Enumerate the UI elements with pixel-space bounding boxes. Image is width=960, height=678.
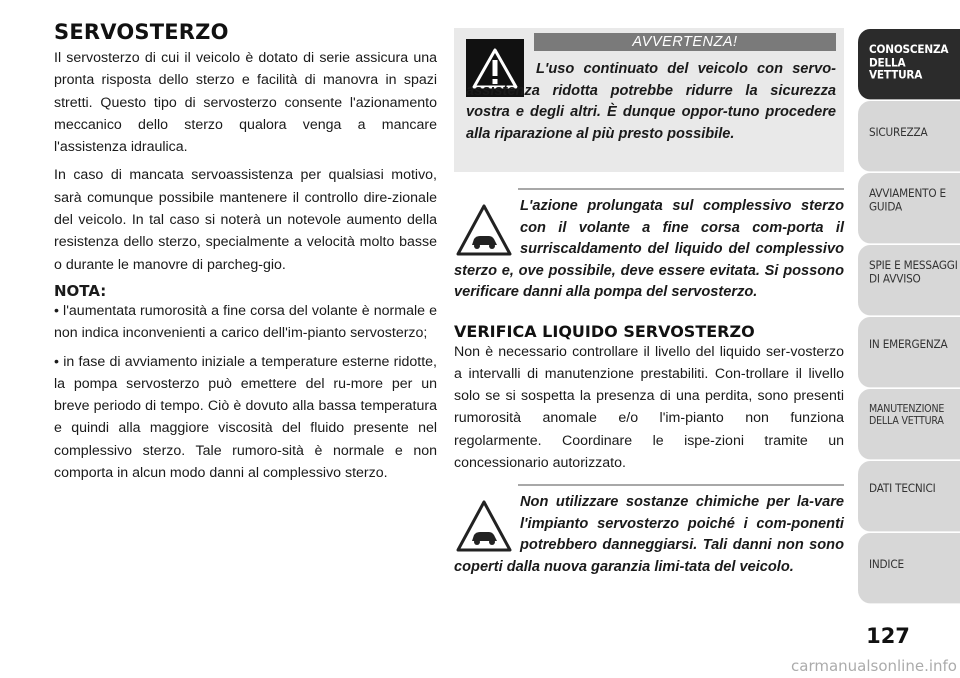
tab-in-emergenza[interactable]: IN EMERGENZA bbox=[858, 317, 960, 387]
fluid-check-section bbox=[454, 322, 844, 475]
nota-bullet-2: • in fase di avviamento iniziale a temperature esterne ridotte, la pompa servosterzo può emettere del ru-more per un breve periodo di tempo. Ciò è dovuto alla bassa temperatura e quindi alla maggiore viscosità del fluido presente nel complessivo sterzo. Tale rumoro-sità è normale e non comporta in alcun modo danni al complessivo sterzo. bbox=[54, 353, 437, 482]
note-chemicals bbox=[454, 484, 844, 578]
nota-bullet-1: • l'aumentata rumorosità a fine corsa del volante è normale e non indica inconvenienti a carico dell'im-pianto servosterzo; bbox=[54, 302, 437, 342]
car-caution-icon bbox=[456, 498, 512, 554]
watermark: carmanualsonline.info bbox=[791, 657, 957, 675]
paragraph-no-assist: In caso di mancata servoassistenza per qualsiasi motivo, sarà comunque possibile mantenere il controllo dire-zionale del veicolo. In tal caso si noterà un notevole aumento della resistenza dello sterzo, specialmente a velocità molto basse o durante le manovre di parcheg-gio. bbox=[54, 167, 437, 273]
left-column bbox=[54, 20, 437, 490]
section-title: SERVOSTERZO bbox=[54, 20, 229, 44]
nota-label: NOTA: bbox=[54, 281, 107, 300]
warning-text: L'uso continuato del veicolo con servo-assistenza ridotta potrebbe ridurre la sicurezza vostra e degli altri. È dunque oppor-tuno procedere alla riparazione al più presto possibile. bbox=[466, 61, 836, 142]
right-column bbox=[454, 28, 844, 578]
divider bbox=[518, 484, 844, 486]
chapter-sidebar bbox=[858, 29, 960, 605]
warning-box bbox=[454, 28, 844, 172]
page-number: 127 bbox=[866, 624, 910, 648]
note-text-1: L'azione prolungata sul complessivo sterzo con il volante a fine corsa com-porta il surriscaldamento del liquido del complessivo sterzo e, ove possibile, deve essere evitata. Si possono verificare danni alla pompa del servosterzo. bbox=[454, 198, 844, 300]
fluid-check-text: Non è necessario controllare il livello del liquido ser-vosterzo a intervalli di manutenzione prestabiliti. Con-trollare il livello solo se si sospetta la presenza di una perdita, sono presenti rumorosità anomale e/o l'im-pianto non funziona regolarmente. Coordinare le ispe-zioni tramite un concessionario autorizzato. bbox=[454, 343, 844, 471]
car-caution-icon bbox=[456, 202, 512, 258]
note-text-2: Non utilizzare sostanze chimiche per la-vare l'impianto servosterzo poiché i com-ponenti potrebbero danneggiarsi. Tali danni non sono coperti dalla nuova garanzia limi-tata del veicolo. bbox=[454, 494, 844, 575]
warning-title: AVVERTENZA! bbox=[534, 33, 836, 51]
paragraph-intro: Il servosterzo di cui il veicolo è dotato di serie assicura una pronta risposta dello sterzo e facilità di manovra in spazi stretti. Questo tipo di servosterzo consente l'azionamento meccanico dello sterzo qualora venga a mancare l'assistenza idraulica. bbox=[54, 50, 437, 156]
tab-avviamento-guida[interactable]: AVVIAMENTO E GUIDA bbox=[858, 173, 960, 243]
tab-indice[interactable]: INDICE bbox=[858, 533, 960, 603]
note-steering-end bbox=[454, 188, 844, 304]
divider bbox=[518, 188, 844, 190]
tab-dati-tecnici[interactable]: DATI TECNICI bbox=[858, 461, 960, 531]
tab-manutenzione[interactable]: MANUTENZIONE DELLA VETTURA bbox=[858, 389, 960, 459]
subsection-title: VERIFICA LIQUIDO SERVOSTERZO bbox=[454, 321, 755, 341]
tab-conoscenza-vettura[interactable]: CONOSCENZA DELLA VETTURA bbox=[858, 29, 960, 99]
tab-spie-messaggi[interactable]: SPIE E MESSAGGI DI AVVISO bbox=[858, 245, 960, 315]
tab-sicurezza[interactable]: SICUREZZA bbox=[858, 101, 960, 171]
